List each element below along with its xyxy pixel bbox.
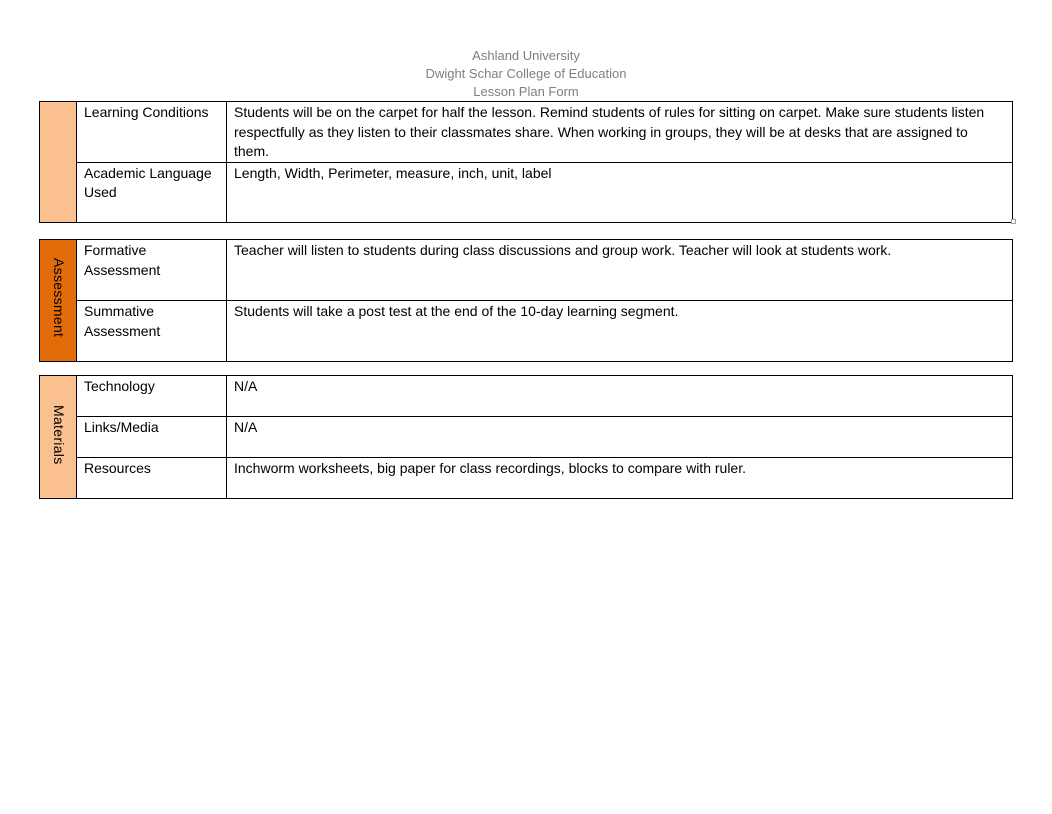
form-title: Lesson Plan Form xyxy=(473,84,579,99)
materials-table xyxy=(39,375,1013,499)
materials-side-bar xyxy=(40,376,77,499)
row-value-summative-assessment[interactable]: Students will take a post test at the end of the 10-day learning segment. xyxy=(227,301,1013,362)
materials-side-label: Materials xyxy=(50,404,67,464)
row-label-resources[interactable]: Resources xyxy=(77,458,227,499)
document-header xyxy=(0,47,1052,101)
row-value-links-media[interactable]: N/A xyxy=(227,417,1013,458)
row-label-learning-conditions[interactable]: Learning Conditions xyxy=(77,102,227,163)
row-value-learning-conditions[interactable]: Students will be on the carpet for half the lesson. Remind students of rules for sitting on carpet. Make sure students listen respectfully as they listen to their classmates share. When working in groups, they will be at desks that are assigned to them. xyxy=(227,102,1013,163)
university-name: Ashland University xyxy=(472,48,580,63)
row-label-summative-assessment[interactable]: Summative Assessment xyxy=(77,301,227,362)
row-value-resources[interactable]: Inchworm worksheets, big paper for class recordings, blocks to compare with ruler. xyxy=(227,458,1013,499)
table-resize-handle[interactable] xyxy=(1011,219,1016,224)
row-label-links-media[interactable]: Links/Media xyxy=(77,417,227,458)
section-side-bar xyxy=(40,102,77,223)
learning-conditions-table xyxy=(39,101,1013,223)
assessment-table xyxy=(39,239,1013,362)
row-value-academic-language[interactable]: Length, Width, Perimeter, measure, inch, unit, label xyxy=(227,162,1013,222)
row-value-formative-assessment[interactable]: Teacher will listen to students during class discussions and group work. Teacher will look at students work. xyxy=(227,240,1013,301)
assessment-side-label: Assessment xyxy=(50,258,67,338)
college-name: Dwight Schar College of Education xyxy=(425,66,627,81)
row-label-formative-assessment[interactable]: Formative Assessment xyxy=(77,240,227,301)
row-label-technology[interactable]: Technology xyxy=(77,376,227,417)
row-label-academic-language[interactable]: Academic Language Used xyxy=(77,162,227,222)
row-value-technology[interactable]: N/A xyxy=(227,376,1013,417)
assessment-side-bar xyxy=(40,240,77,362)
